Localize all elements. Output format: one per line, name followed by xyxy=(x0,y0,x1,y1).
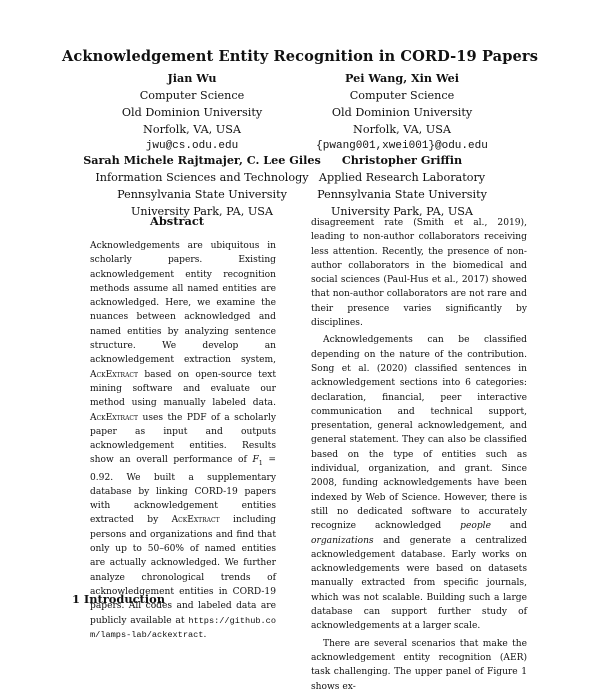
author-org: Pennsylvania State University xyxy=(317,188,487,201)
author-org: Pennsylvania State University xyxy=(117,188,287,201)
right-column-body xyxy=(311,216,527,694)
author-location: Norfolk, VA, USA xyxy=(353,123,451,136)
author-dept: Applied Research Laboratory xyxy=(318,171,486,184)
body-paragraph: disagreement rate (Smith et al., 2019), leading to non-author collaborators receiving less attention. Recently, the presence of non-author collaborators in the biomedical and social sciences (Paul-Hus et al., 2017) showed that non-author collaborators are not rare and their presence varies significantly by disciplines. xyxy=(311,218,527,329)
metric-symbol: F xyxy=(252,455,259,466)
paper-title: Acknowledgement Entity Recognition in CORD-19 Papers xyxy=(61,48,539,65)
abstract-heading: Abstract xyxy=(150,214,205,228)
author-name: Christopher Griffin xyxy=(341,153,463,167)
author-dept: Computer Science xyxy=(139,89,245,102)
emphasis-people: people xyxy=(460,521,491,532)
system-name: AckExtract xyxy=(171,515,220,526)
system-name: AckExtract xyxy=(90,412,138,423)
abstract-body xyxy=(90,239,276,642)
author-name: Sarah Michele Rajtmajer, C. Lee Giles xyxy=(83,153,321,167)
section-heading-introduction: 1 Introduction xyxy=(72,592,166,606)
abstract-paragraph: Acknowledgements are ubiquitous in scholarly papers. Existing acknowledgement entity recognition methods assume all named entities are acknowledged. Here, we examine the nuances between acknowledged and named entities by analyzing sentence structure. We develop an acknowledgement extraction system, AckExtract based on open-source text mining software and evaluate our method using manually labeled data. AckExtract uses the PDF of a scholarly paper as input and outputs acknowledgement entities. Results show an overall performance of $F_1 = 0.92$. We built a supplementary database by linking CORD-19 papers with acknowledgement entities extracted by AckExtract including persons and organizations and find that only up to 50–60% of named entities are actually acknowledged. We further analyze chronological trends of acknowledgement entities in CORD-19 papers. All codes and labeled data are publicly available at https://github.com/lamps-lab/ackextract. xyxy=(90,241,276,640)
author-block-3 xyxy=(82,152,322,220)
author-dept: Information Sciences and Technology xyxy=(95,171,309,184)
author-location: Norfolk, VA, USA xyxy=(143,123,241,136)
metric-subscript: 1 xyxy=(258,459,263,468)
system-name: AckExtract xyxy=(90,369,138,380)
emphasis-organizations: organizations xyxy=(311,535,374,546)
author-name: Jian Wu xyxy=(167,71,217,85)
author-location: University Park, PA, USA xyxy=(331,205,473,218)
author-block-1 xyxy=(92,70,292,155)
author-block-2 xyxy=(292,70,512,155)
author-dept: Computer Science xyxy=(349,89,455,102)
author-location: University Park, PA, USA xyxy=(131,205,273,218)
body-paragraph: There are several scenarios that make the acknowledgement entity recognition (AER) task challenging. The upper panel of Figure 1 shows ex- xyxy=(311,638,527,692)
body-paragraph: Acknowledgements can be classified depending on the nature of the contribution. Song et al. (2020) classified sentences in acknowledgement sections into 6 categories: declaration, financial, peer interactive communication and technical support, presentation, general acknowledgement, and general statement. They can also be classified based on the type of entities such as individual, organization, and grant. Since 2008, funding acknowledgements have been indexed by Web of Science. However, there is still no dedicated software to accurately recognize acknowledged people and organizations and generate a centralized acknowledgement database. Early works on acknowledgements were based on datasets manually extracted from specific journals, which was not scalable. Building such a large database can support further study of acknowledgements at a larger scale. xyxy=(311,335,527,632)
author-block-4 xyxy=(302,152,502,220)
metric-value: = 0.92. xyxy=(90,455,276,483)
author-name: Pei Wang, Xin Wei xyxy=(345,71,459,85)
author-email: jwu@cs.odu.edu xyxy=(145,140,239,152)
repository-link[interactable]: https://github.com/lamps-lab/ackextract xyxy=(90,615,276,640)
author-email: {pwang001,xwei001}@odu.edu xyxy=(316,140,488,152)
author-org: Old Dominion University xyxy=(331,106,473,119)
author-org: Old Dominion University xyxy=(121,106,263,119)
